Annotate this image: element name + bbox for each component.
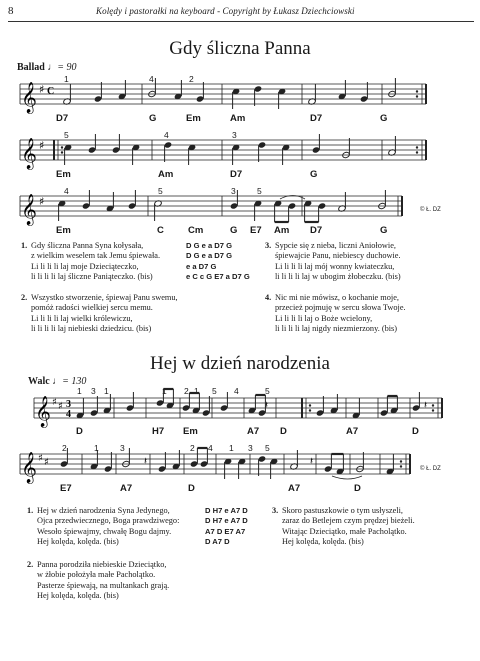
svg-text:𝄽: 𝄽: [424, 400, 428, 411]
chord-label: Am: [158, 169, 174, 180]
verse-line: Li li li li laj o Boże wcielony,: [275, 313, 373, 323]
chord-label: C: [157, 225, 164, 236]
finger-number: 5: [265, 386, 270, 396]
chord-label: A7: [247, 426, 260, 437]
finger-number: 5: [64, 130, 69, 140]
chord-label: D: [412, 426, 419, 437]
song2-tempo-value: = 130: [62, 376, 87, 387]
time-signature-icon: C: [47, 86, 55, 97]
finger-number: 1: [162, 386, 167, 396]
svg-text:𝄽: 𝄽: [265, 400, 269, 411]
verse-line: Witając Dzieciątko, małe Pacholątko.: [282, 526, 407, 536]
sharp-icon: ♯: [58, 401, 63, 412]
song2-row1-chords: [0, 426, 480, 438]
finger-number: 1: [229, 443, 234, 453]
sharp-icon: ♯: [44, 457, 49, 468]
verse-number: 1.: [21, 241, 28, 250]
verse-number: 2.: [21, 293, 28, 302]
finger-number: 5: [265, 443, 270, 453]
finger-number: 5: [158, 186, 163, 196]
verse-line: Hej w dzień narodzenia Syna Jedynego,: [37, 506, 170, 515]
song2-verse-1: [27, 506, 179, 548]
finger-number: 1: [194, 386, 199, 396]
verse-line: przecież pojmuję w sercu słowa Twoje.: [275, 303, 406, 313]
chord-label: D: [354, 483, 361, 494]
chord-label: A7: [288, 483, 301, 494]
chord-label: D7: [310, 113, 323, 124]
chord-label: A7: [346, 426, 359, 437]
chord-label: Em: [186, 113, 201, 124]
chord-label: Em: [56, 169, 71, 180]
chord-label: D: [76, 426, 83, 437]
sharp-icon: ♯: [39, 139, 45, 152]
verse-number: 1.: [27, 506, 34, 515]
chord-label: Em: [183, 426, 198, 437]
verse-line: w żłobie położyła małe Pacholątko.: [37, 570, 156, 580]
song1-tempo-label: Ballad: [17, 62, 45, 73]
chord-label: Am: [230, 113, 246, 124]
finger-number: 4: [208, 443, 213, 453]
song1-chord-codes: [186, 241, 250, 283]
song1-title: Gdy śliczna Panna: [169, 38, 311, 59]
finger-number: 3: [232, 130, 237, 140]
song1-verse-1: [21, 241, 160, 283]
finger-number: 3: [248, 443, 253, 453]
treble-clef-icon: 𝄞: [21, 138, 37, 169]
song1-verse-4: [265, 293, 406, 335]
song1-row3-chords: [0, 225, 480, 237]
verse-line: li li li li laj w ubogim żłobeczku. (bis): [275, 272, 401, 282]
song2-staff-row2: [0, 448, 480, 488]
finger-number: 4: [164, 130, 169, 140]
verse-line: Pasterze śpiewają, na multankach grają.: [37, 580, 170, 590]
svg-text:4: 4: [66, 409, 71, 420]
finger-number: 2: [190, 443, 195, 453]
finger-number: 1: [104, 386, 109, 396]
page-number: 8: [8, 5, 14, 17]
verse-line: Wszystko stworzenie, śpiewaj Panu swemu,: [31, 293, 178, 302]
chord-code-line: D H7 e A7 D: [205, 516, 248, 526]
verse-line: z wielkim weselem tak Jemu śpiewała.: [31, 251, 161, 261]
page-header: [8, 4, 474, 20]
finger-number: 4: [64, 186, 69, 196]
sharp-icon: ♯: [39, 195, 45, 208]
chord-label: D: [280, 426, 287, 437]
song1-staff-row1: [0, 78, 480, 118]
verse-line: Wesoło śpiewajmy, chwałę Bogu dajmy.: [37, 526, 172, 536]
sharp-icon: ♯: [39, 83, 45, 96]
finger-number: 1: [77, 386, 82, 396]
treble-clef-icon: 𝄞: [35, 396, 51, 427]
finger-number: 2: [62, 443, 67, 453]
chord-label: G: [380, 113, 388, 124]
chord-code-line: A7 D E7 A7: [205, 526, 246, 536]
chord-label: G: [380, 225, 388, 236]
book-title: Kolędy i pastorałki na keyboard - Copyright by Łukasz Dziechciowski: [96, 6, 355, 16]
song1-verse-2: [21, 293, 178, 335]
verse-line: Li li li li laj wielki królewiczu,: [31, 313, 133, 323]
finger-number: 3: [231, 186, 236, 196]
verse-line: Gdy śliczna Panna Syna kołysała,: [31, 241, 144, 250]
verse-line: Nic mi nie mówisz, o kochanie moje,: [275, 293, 399, 302]
svg-text:𝄽: 𝄽: [310, 456, 314, 467]
song1-verse-3: [265, 241, 401, 283]
song1-staff-row2: [0, 134, 480, 174]
chord-label: Cm: [188, 225, 204, 236]
chord-label: D: [188, 483, 195, 494]
verse-line: li li li li laj nigdy niezmierzony. (bis): [275, 324, 398, 334]
header-rule: [8, 21, 474, 22]
song2-title: Hej w dzień narodzenia: [150, 353, 330, 374]
chord-label: G: [149, 113, 157, 124]
verse-line: Panna porodziła niebieskie Dzieciątko,: [37, 560, 167, 569]
chord-code-line: D A7 D: [205, 537, 230, 547]
quarter-note-icon: ♩: [52, 376, 63, 387]
verse-line: Hej kolęda, kolęda. (bis): [282, 537, 364, 547]
song1-row2-chords: [0, 169, 480, 181]
sharp-icon: ♯: [38, 453, 43, 464]
verse-number: 2.: [27, 560, 34, 569]
chord-label: E7: [60, 483, 72, 494]
finger-number: 3: [120, 443, 125, 453]
chord-code-line: D G e a D7 G: [186, 251, 233, 261]
verse-line: śpiewajcie Panu, niebiescy duchowie.: [275, 251, 401, 261]
finger-number: 2: [189, 74, 194, 84]
song1-tempo-value: = 90: [57, 62, 77, 73]
verse-line: Li li li li laj moje Dzieciąteczko,: [31, 261, 139, 271]
chord-label: Em: [56, 225, 71, 236]
chord-code-line: D G e a D7 G: [186, 241, 233, 250]
song1-row1-chords: [0, 113, 480, 125]
song1-tempo: [17, 62, 77, 73]
svg-text:𝄽: 𝄽: [144, 456, 148, 467]
finger-number: 5: [257, 186, 262, 196]
verse-line: Hej kolęda, kolęda. (bis): [37, 591, 119, 601]
treble-clef-icon: 𝄞: [21, 194, 37, 225]
verse-line: li li li li laj śliczne Paniąteczko. (bis): [31, 272, 153, 282]
quarter-note-icon: ♩: [47, 62, 58, 73]
chord-label: Am: [274, 225, 290, 236]
svg-text:3: 3: [66, 399, 71, 410]
chord-label: D7: [56, 113, 69, 124]
verse-line: pomóż radości wielkiej sercu memu.: [31, 303, 153, 313]
chord-label: G: [230, 225, 238, 236]
verse-number: 4.: [265, 293, 272, 302]
treble-clef-icon: 𝄞: [21, 452, 37, 483]
treble-clef-icon: 𝄞: [21, 82, 37, 113]
verse-line: Li li li li laj mój wonny kwiateczku,: [275, 261, 395, 271]
song2-tempo-label: Walc: [28, 376, 50, 387]
chord-label: D7: [310, 225, 323, 236]
song2-chord-codes: [205, 506, 248, 548]
chord-code-line: D H7 e A7 D: [205, 506, 248, 515]
verse-line: Hej kolęda, kolęda. (bis): [37, 537, 119, 547]
song2-verse-2: [27, 560, 169, 602]
verse-line: Sypcie się z nieba, liczni Aniołowie,: [275, 241, 396, 250]
finger-number: 1: [94, 443, 99, 453]
song2-verse-3: [272, 506, 415, 548]
finger-number: 2: [184, 386, 189, 396]
chord-label: G: [310, 169, 318, 180]
chord-label: E7: [250, 225, 262, 236]
verse-number: 3.: [265, 241, 272, 250]
verse-number: 3.: [272, 506, 279, 515]
verse-line: zaraz do Betlejem czym prędzej bieżeli.: [282, 516, 415, 526]
verse-line: Skoro pastuszkowie o tym usłyszeli,: [282, 506, 403, 515]
finger-number: 3: [91, 386, 96, 396]
chord-code-line: e a D7 G: [186, 261, 217, 271]
finger-number: 4: [149, 74, 154, 84]
verse-line: Ojca przedwiecznego, Boga prawdziwego:: [37, 516, 180, 526]
song1-copyright: © Ł. DZ: [420, 207, 441, 213]
song1-staff-row3: [0, 190, 480, 230]
finger-number: 5: [212, 386, 217, 396]
chord-code-line: e C c G E7 a D7 G: [186, 272, 250, 282]
chord-label: A7: [120, 483, 133, 494]
finger-number: 4: [234, 386, 239, 396]
chord-label: D7: [230, 169, 243, 180]
song2-copyright: © Ł. DZ: [420, 466, 441, 472]
sharp-icon: ♯: [52, 397, 57, 408]
verse-line: li li li li laj niebieski dziedzicu. (bis): [31, 324, 152, 334]
finger-number: 1: [64, 74, 69, 84]
song2-row2-chords: [0, 483, 480, 495]
chord-label: H7: [152, 426, 165, 437]
